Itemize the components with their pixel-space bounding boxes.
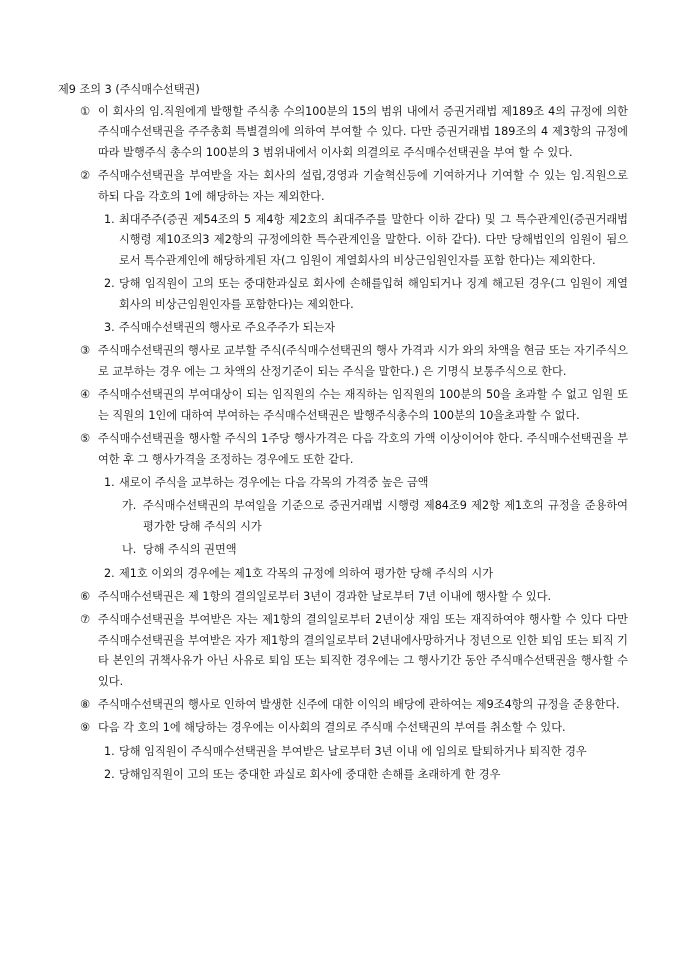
item-number: 1. — [104, 744, 115, 758]
paragraph-9-item-2 — [104, 765, 628, 785]
paragraph-2-item-3 — [104, 318, 628, 338]
paragraph-1 — [80, 102, 628, 163]
article-title: 제9 조의 3 (주식매수선택권) — [58, 83, 200, 96]
paragraph-5-item-1-sub-na — [122, 540, 628, 560]
item-text: 당해임직원이 고의 또는 중대한 과실로 회사에 중대한 손해를 초래하게 한 경우 — [119, 768, 501, 782]
paragraph-2-item-2 — [104, 274, 628, 315]
item-number: 1. — [104, 475, 115, 489]
paragraph-5-item-2 — [104, 564, 628, 584]
sub-item-text: 당해 주식의 권면액 — [143, 543, 237, 557]
item-number: 2. — [104, 277, 115, 291]
paragraph-text: 주식매수선택권의 행사로 인하여 발생한 신주에 대한 이익의 배당에 관하여는 제9조4항의 규정을 준용한다. — [98, 697, 620, 711]
paragraph-4 — [80, 385, 628, 426]
paragraph-text: 주식매수선택권을 부여받은 자는 제1항의 결의일로부터 2년이상 재임 또는 재직하여야 행사할 수 있다 다만 주식매수선택권을 부여받은 자가 제1항의 결의일로부터 2년내에사망하거나 정년으로 인한 퇴임 또는 퇴직 기타 본인의 귀책사유가 아닌 사유로 퇴임 또는 퇴직한 경우에는 그 행사기간 동안 주식매수선택권을 행사할 수 있다. — [98, 613, 628, 688]
paragraph-number: ⑨ — [80, 721, 91, 735]
paragraph-9 — [80, 718, 628, 738]
item-text: 당해 임직원이 주식매수선택권을 부여받은 날로부터 3년 이내 에 임의로 탈퇴하거나 퇴직한 경우 — [119, 744, 587, 758]
paragraph-number: ② — [80, 169, 91, 183]
paragraph-7 — [80, 610, 628, 692]
paragraph-5 — [80, 429, 628, 470]
item-number: 3. — [104, 321, 115, 335]
paragraph-number: ⑦ — [80, 613, 91, 627]
paragraph-number: ⑤ — [80, 432, 91, 446]
paragraph-text: 주식매수선택권을 부여받을 자는 회사의 설립,경영과 기술혁신등에 기여하거나 기여할 수 있는 임.직원으로 하되 다음 각호의 1에 해당하는 자는 제외한다. — [98, 169, 628, 203]
item-text: 새로이 주식을 교부하는 경우에는 다음 각목의 가격중 높은 금액 — [119, 475, 429, 489]
paragraph-5-item-1 — [104, 473, 628, 493]
item-number: 2. — [104, 768, 115, 782]
paragraph-number: ① — [80, 105, 91, 118]
paragraph-text: 다음 각 호의 1에 해당하는 경우에는 이사회의 결의로 주식매 수선택권의 부여를 취소할 수 있다. — [98, 721, 566, 735]
paragraph-2-item-1 — [104, 210, 628, 271]
document-page — [58, 80, 628, 789]
item-number: 1. — [104, 213, 115, 227]
paragraph-number: ④ — [80, 388, 91, 402]
paragraph-text: 이 회사의 임.직원에게 발행할 주식총 수의100분의 15의 범위 내에서 증권거래법 제189조 4의 규정에 의한 주식매수선택권을 주주총회 특별결의에 의하여 부여할 수 있다. 다만 증권거래법 189조의 4 제3항의 규정에 따라 발행주식 총수의 100분의 3 범위내에서 이사회 의결의로 주식매수선택권을 부여 할 수 있다. — [98, 105, 628, 159]
paragraph-number: ③ — [80, 344, 91, 358]
paragraph-text: 주식매수선택권은 제 1항의 결의일로부터 3년이 경과한 날로부터 7년 이내에 행사할 수 있다. — [98, 589, 552, 603]
paragraph-9-item-1 — [104, 742, 628, 762]
item-text: 주식매수선택권의 행사로 주요주주가 되는자 — [119, 321, 336, 335]
paragraph-number: ⑧ — [80, 697, 91, 711]
paragraph-6 — [80, 587, 628, 607]
sub-item-number: 나. — [122, 543, 137, 557]
paragraph-8 — [80, 695, 628, 715]
paragraph-text: 주식매수선택권을 행사할 주식의 1주당 행사가격은 다음 각호의 가액 이상이어야 한다. 주식매수선택권을 부여한 후 그 행사가격을 조정하는 경우에도 또한 같다. — [98, 432, 628, 466]
item-text: 최대주주(증권 제54조의 5 제4항 제2호의 최대주주를 말한다 이하 같다) 및 그 특수관계인(증권거래법 시행령 제10조의3 제2항의 규정에의한 특수관계인을 말한다. 이하 같다). 다만 당해법인의 임원이 됨으로서 특수관계인에 해당하게된 자(그 임원이 계열회사의 비상근임원인자를 포함 한다)는 제외한다. — [119, 213, 628, 267]
item-number: 2. — [104, 566, 115, 580]
paragraph-text: 주식매수선택권의 행사로 교부할 주식(주식매수선택권의 행사 가격과 시가 와의 차액을 현금 또는 자기주식으로 교부하는 경우 에는 그 차액의 산정기준이 되는 주식을 말한다.) 은 기명식 보통주식으로 한다. — [98, 344, 628, 378]
paragraph-2 — [80, 166, 628, 207]
paragraph-5-item-1-sub-ga — [122, 496, 628, 537]
item-text: 당해 임직원이 고의 또는 중대한과실로 회사에 손해를입혀 해임되거나 징계 해고된 경우(그 임원이 계열회사의 비상근임원인자를 포함한다)는 제외한다. — [119, 277, 628, 311]
paragraph-number: ⑥ — [80, 589, 91, 603]
paragraph-3 — [80, 341, 628, 382]
sub-item-text: 주식매수선택권의 부여일을 기준으로 증권거래법 시행령 제84조9 제2항 제1호의 규정을 준용하여 평가한 당해 주식의 시가 — [143, 499, 628, 533]
sub-item-number: 가. — [122, 499, 137, 513]
item-text: 제1호 이외의 경우에는 제1호 각목의 규정에 의하여 평가한 당해 주식의 시가 — [119, 566, 494, 580]
paragraph-text: 주식매수선택권의 부여대상이 되는 임직원의 수는 재직하는 임직원의 100분의 50을 초과할 수 없고 임원 또는 직원의 1인에 대하여 부여하는 주식매수선택권은 발행주식총수의 100분의 10을초과할 수 없다. — [98, 388, 628, 422]
